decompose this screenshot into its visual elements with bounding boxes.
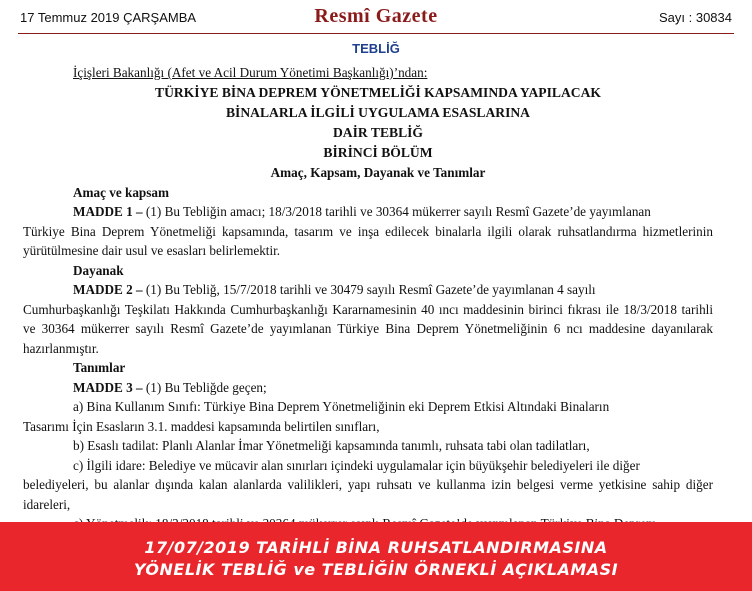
chapter-heading: BİRİNCİ BÖLÜM xyxy=(323,144,433,160)
definition-a-start: a) Bina Kullanım Sınıfı: Türkiye Bina Deprem Yönetmeliğinin eki Deprem Etkisi Altındaki Binaların xyxy=(73,399,610,414)
section-label: TEBLİĞ xyxy=(352,41,400,56)
article-1 xyxy=(23,202,713,261)
definition-c-rest: belediyeleri, bu alanlar dışında kalan alanlarda valilikleri, yapı ruhsatı ve kullanma izin belgesi verme yetkisine sahip diğer idareleri, xyxy=(23,477,713,512)
definition-c-start: c) İlgili idare: Belediye ve mücavir alan sınırları içindeki uygulamalar için büyükşehir belediyeleri ile diğer xyxy=(73,457,640,473)
article-1-label: MADDE 1 – xyxy=(73,204,143,219)
article-2-text-start: (1) Bu Tebliğ, 15/7/2018 tarihli ve 30479 sayılı Resmî Gazete’de yayımlanan 4 sayılı xyxy=(142,282,596,297)
ministry-line: İçişleri Bakanlığı (Afet ve Acil Durum Yönetimi Başkanlığı)’ndan: xyxy=(73,65,428,80)
article-3 xyxy=(73,378,713,398)
banner-line-1: 17/07/2019 TARİHLİ BİNA RUHSATLANDIRMASINA xyxy=(144,538,608,557)
article-3-text-start: (1) Bu Tebliğde geçen; xyxy=(142,379,267,395)
title-line-2: BİNALARLA İLGİLİ UYGULAMA ESASLARINA xyxy=(225,104,531,120)
article-2-text-rest: Cumhurbaşkanlığı Teşkilatı Hakkında Cumhurbaşkanlığı Kararnamesinin 40 ıncı maddesinin birinci fıkrası ile 18/3/2018 tarihli ve 30364 mükerrer sayılı Resmî Gazete’de yayımlanan Türkiye Bina Deprem Yönetmeliğinin 6 ncı maddesine dayanılarak hazırlanmıştır. xyxy=(23,301,713,356)
article-3-label: MADDE 3 – xyxy=(73,379,143,395)
chapter-subtitle: Amaç, Kapsam, Dayanak ve Tanımlar xyxy=(270,164,486,180)
promo-banner xyxy=(0,522,752,591)
article-1-text-rest: Türkiye Bina Deprem Yönetmeliği kapsamında, tasarım ve inşa edilecek binalarla ilgili olarak ruhsatlandırma hizmetlerinin yürütülmesine dair usul ve esasları belirlemektir. xyxy=(23,223,713,258)
header-divider xyxy=(18,33,734,34)
heading-definitions: Tanımlar xyxy=(73,360,126,375)
issue-date: 17 Temmuz 2019 ÇARŞAMBA xyxy=(20,10,197,25)
document-body xyxy=(23,63,713,534)
issue-number: Sayı : 30834 xyxy=(659,10,732,25)
article-2 xyxy=(23,280,713,358)
title-line-1: TÜRKİYE BİNA DEPREM YÖNETMELİĞİ KAPSAMINDA YAPILACAK xyxy=(155,84,601,100)
article-1-text-start: (1) Bu Tebliğin amacı; 18/3/2018 tarihli ve 30364 mükerrer sayılı Resmî Gazete’de yayımlanan xyxy=(142,204,651,219)
article-2-label: MADDE 2 – xyxy=(73,282,143,297)
definition-a-rest: Tasarımı İçin Esasların 3.1. maddesi kapsamında belirtilen sınıfları, xyxy=(23,418,380,434)
definition-b: b) Esaslı tadilat: Planlı Alanlar İmar Yönetmeliği kapsamında tanımlı, ruhsata tabi olan tadilatları, xyxy=(73,438,590,453)
banner-line-2: YÖNELİK TEBLİĞ ve TEBLİĞİN ÖRNEKLİ AÇIKLAMASI xyxy=(133,560,619,579)
title-line-3: DAİR TEBLİĞ xyxy=(332,124,424,140)
heading-purpose: Amaç ve kapsam xyxy=(73,184,169,200)
gazette-header xyxy=(0,0,752,40)
heading-basis: Dayanak xyxy=(73,262,124,278)
gazette-title: Resmî Gazete xyxy=(314,5,438,27)
